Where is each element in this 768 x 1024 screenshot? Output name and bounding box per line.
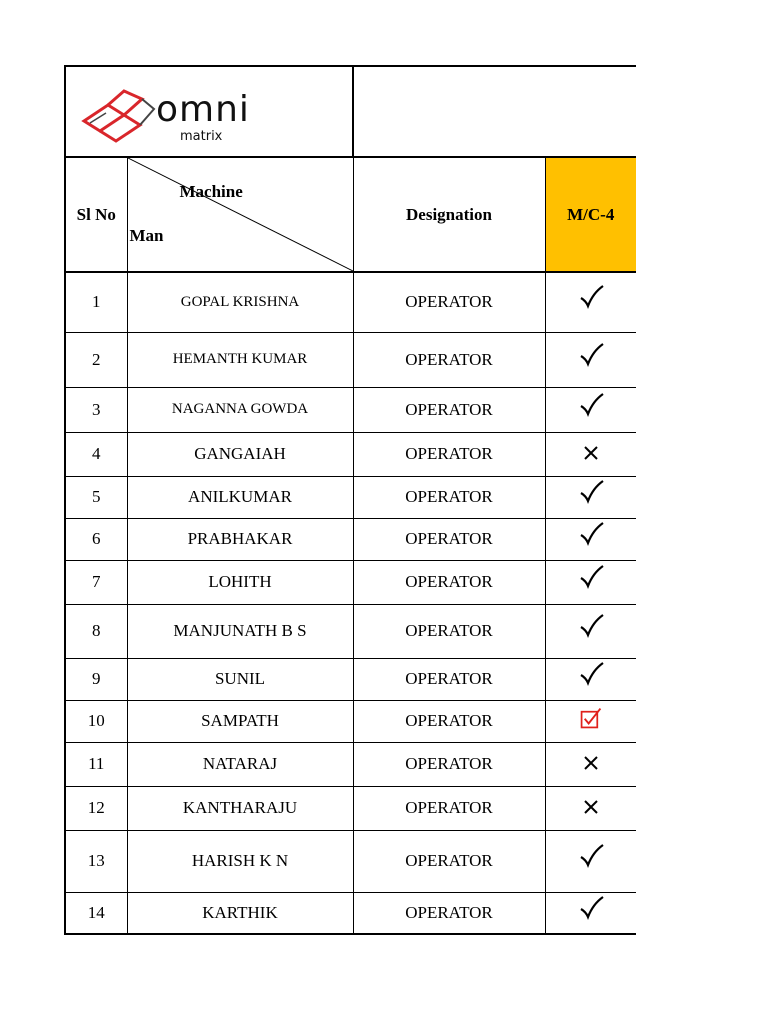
cross-icon — [582, 754, 600, 772]
table-row — [65, 786, 636, 830]
cross-icon — [582, 444, 600, 462]
designation-cell: OPERATOR — [353, 560, 545, 604]
logo-brand-text: omni — [156, 89, 250, 130]
name-cell: NAGANNA GOWDA — [127, 387, 353, 432]
sl-no-cell: 13 — [65, 830, 127, 892]
mc4-status-cell — [545, 272, 636, 332]
name-cell: GANGAIAH — [127, 432, 353, 476]
table-row — [65, 742, 636, 786]
name-cell: KARTHIK — [127, 892, 353, 934]
check-icon — [578, 521, 604, 547]
name-cell: PRABHAKAR — [127, 518, 353, 560]
mc4-status-cell — [545, 476, 636, 518]
check-icon — [578, 843, 604, 869]
check-icon — [578, 613, 604, 639]
sl-no-cell: 7 — [65, 560, 127, 604]
mc4-status-cell — [545, 786, 636, 830]
sl-no-header: Sl No — [65, 157, 127, 272]
mc4-status-cell — [545, 387, 636, 432]
designation-cell: OPERATOR — [353, 658, 545, 700]
designation-cell: OPERATOR — [353, 332, 545, 387]
sl-no-cell: 9 — [65, 658, 127, 700]
sl-no-cell: 8 — [65, 604, 127, 658]
sl-no-cell: 4 — [65, 432, 127, 476]
designation-cell: OPERATOR — [353, 272, 545, 332]
table-row — [65, 387, 636, 432]
logo-sub-text: matrix — [180, 129, 223, 144]
check-icon — [578, 895, 604, 921]
operator-table — [64, 65, 636, 935]
designation-cell: OPERATOR — [353, 604, 545, 658]
sl-no-cell: 11 — [65, 742, 127, 786]
designation-header: Designation — [353, 157, 545, 272]
sl-no-cell: 14 — [65, 892, 127, 934]
check-icon — [578, 564, 604, 590]
table-row — [65, 518, 636, 560]
header-row — [65, 157, 636, 272]
logo-cell — [65, 66, 353, 157]
mc4-status-cell — [545, 700, 636, 742]
man-label: Man — [129, 226, 164, 245]
designation-cell: OPERATOR — [353, 892, 545, 934]
machine-label: Machine — [179, 182, 243, 201]
name-cell: ANILKUMAR — [127, 476, 353, 518]
sl-no-cell: 5 — [65, 476, 127, 518]
designation-cell: OPERATOR — [353, 387, 545, 432]
table-row — [65, 476, 636, 518]
table-row — [65, 332, 636, 387]
name-cell: KANTHARAJU — [127, 786, 353, 830]
machine-man-header — [127, 157, 353, 272]
name-cell: NATARAJ — [127, 742, 353, 786]
mc4-status-cell — [545, 892, 636, 934]
name-cell: GOPAL KRISHNA — [127, 272, 353, 332]
designation-cell: OPERATOR — [353, 518, 545, 560]
name-cell: LOHITH — [127, 560, 353, 604]
check-icon — [578, 284, 604, 310]
mc4-status-cell — [545, 658, 636, 700]
boxed-check-icon — [580, 707, 602, 729]
sl-no-cell: 3 — [65, 387, 127, 432]
sl-no-cell: 6 — [65, 518, 127, 560]
designation-cell: OPERATOR — [353, 786, 545, 830]
sl-no-cell: 10 — [65, 700, 127, 742]
designation-cell: OPERATOR — [353, 700, 545, 742]
designation-cell: OPERATOR — [353, 830, 545, 892]
name-cell: HEMANTH KUMAR — [127, 332, 353, 387]
mc4-status-cell — [545, 604, 636, 658]
designation-cell: OPERATOR — [353, 476, 545, 518]
name-cell: SUNIL — [127, 658, 353, 700]
diagonal-divider — [128, 158, 353, 271]
table-row — [65, 272, 636, 332]
table-row — [65, 700, 636, 742]
sl-no-cell: 12 — [65, 786, 127, 830]
check-icon — [578, 479, 604, 505]
mc4-status-cell — [545, 560, 636, 604]
table-row — [65, 892, 636, 934]
table-row — [65, 658, 636, 700]
table-row — [65, 604, 636, 658]
sl-no-cell: 1 — [65, 272, 127, 332]
mc4-status-cell — [545, 518, 636, 560]
table-row — [65, 560, 636, 604]
designation-cell: OPERATOR — [353, 742, 545, 786]
designation-cell: OPERATOR — [353, 432, 545, 476]
mc4-status-cell — [545, 332, 636, 387]
name-cell: MANJUNATH B S — [127, 604, 353, 658]
operator-rows — [65, 272, 636, 934]
table-row — [65, 432, 636, 476]
mc4-status-cell — [545, 830, 636, 892]
sl-no-cell: 2 — [65, 332, 127, 387]
check-icon — [578, 661, 604, 687]
mc4-status-cell — [545, 742, 636, 786]
check-icon — [578, 342, 604, 368]
name-cell: SAMPATH — [127, 700, 353, 742]
name-cell: HARISH K N — [127, 830, 353, 892]
omni-matrix-logo — [80, 85, 270, 150]
table-row — [65, 830, 636, 892]
cross-icon — [582, 798, 600, 816]
logo-row — [65, 66, 636, 157]
mc4-header: M/C-4 — [545, 157, 636, 272]
attendance-sheet — [64, 65, 635, 935]
mc4-status-cell — [545, 432, 636, 476]
title-cell — [353, 66, 636, 157]
check-icon — [578, 392, 604, 418]
